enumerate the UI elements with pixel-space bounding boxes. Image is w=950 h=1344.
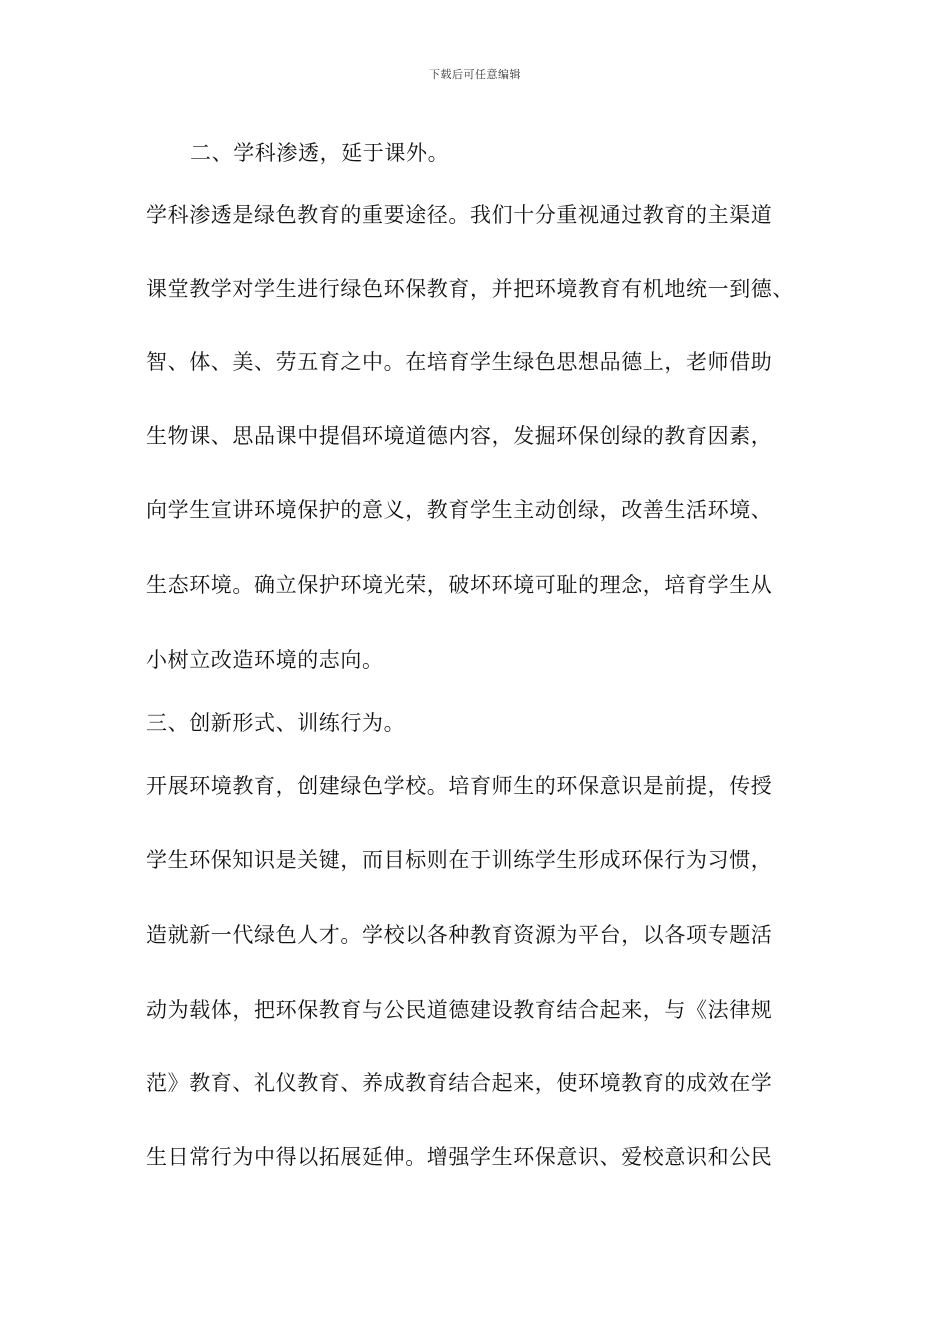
section-heading-3: 三、创新形式、训练行为。	[146, 711, 406, 735]
paragraph-line: 生态环境。确立保护环境光荣，破坏环境可耻的理念，培育学生从	[146, 573, 773, 597]
paragraph-line: 动为载体，把环保教育与公民道德建设教育结合起来，与《法律规	[146, 998, 773, 1022]
paragraph-line: 智、体、美、劳五育之中。在培育学生绿色思想品德上，老师借助	[146, 350, 773, 374]
paragraph-line: 课堂教学对学生进行绿色环保教育，并把环境教育有机地统一到德、	[146, 277, 794, 301]
paragraph-line: 造就新一代绿色人才。学校以各种教育资源为平台，以各项专题活	[146, 923, 773, 947]
paragraph-line: 小树立改造环境的志向。	[146, 648, 384, 672]
section-heading-2: 二、学科渗透，延于课外。	[190, 141, 450, 165]
paragraph-line: 学科渗透是绿色教育的重要途径。我们十分重视通过教育的主渠道	[146, 203, 773, 227]
paragraph-line: 生物课、思品课中提倡环境道德内容，发掘环保创绿的教育因素，	[146, 424, 773, 448]
paragraph-line: 开展环境教育，创建绿色学校。培育师生的环保意识是前提，传授	[146, 774, 773, 798]
header-note: 下载后可任意编辑	[429, 68, 521, 81]
paragraph-line: 学生环保知识是关键，而目标则在于训练学生形成环保行为习惯，	[146, 848, 773, 872]
paragraph-line: 向学生宣讲环境保护的意义，教育学生主动创绿，改善生活环境、	[146, 498, 773, 522]
paragraph-line: 范》教育、礼仪教育、养成教育结合起来，使环境教育的成效在学	[146, 1071, 773, 1095]
paragraph-line: 生日常行为中得以拓展延伸。增强学生环保意识、爱校意识和公民	[146, 1145, 773, 1169]
